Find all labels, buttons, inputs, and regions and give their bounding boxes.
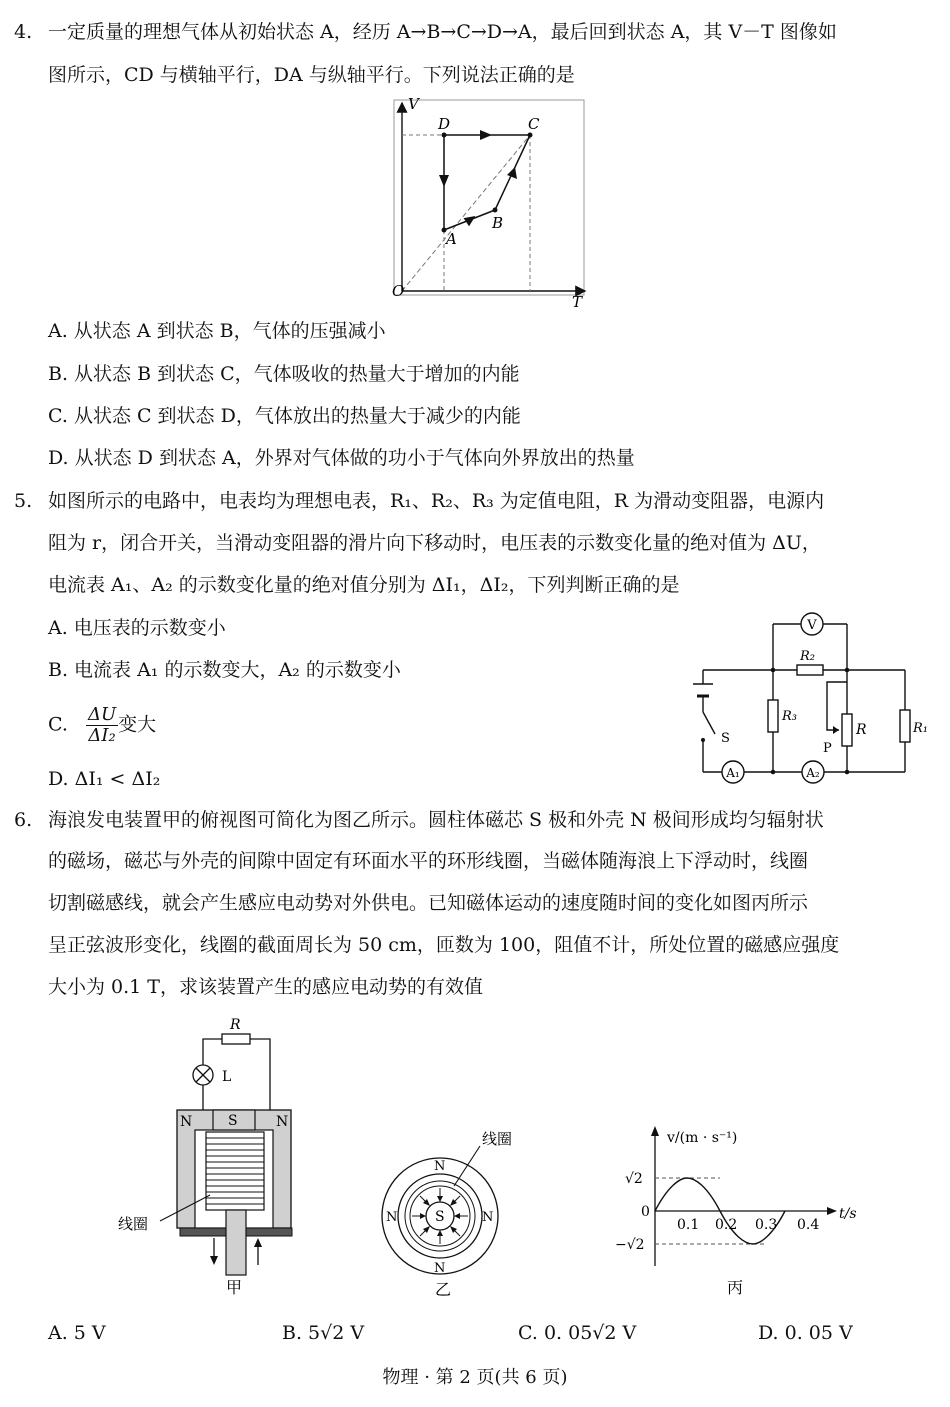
v-axis-arrow-icon: [651, 1126, 659, 1136]
pole-n-top: N: [434, 1159, 446, 1174]
arrow-up-icon: [254, 1238, 262, 1247]
resistor-label: R: [230, 1017, 241, 1033]
caption-jia: 甲: [226, 1278, 243, 1297]
origin-label-bing: 0: [641, 1204, 650, 1220]
pole-n-left-label: N: [180, 1114, 193, 1130]
lamp-label: L: [222, 1069, 232, 1085]
slider-label: P: [823, 741, 832, 756]
caption-bing: 丙: [727, 1278, 744, 1297]
r3-label: R₃: [782, 709, 797, 724]
label-d: D: [438, 115, 451, 133]
arrow-c-d-icon: [480, 130, 492, 140]
ammeter-a2-label: A₂: [806, 766, 820, 780]
label-b: B: [492, 214, 504, 232]
arrow-down-icon: [210, 1256, 218, 1265]
r1-label: R₁: [913, 721, 928, 736]
q4-stem-line2: 图所示，CD 与横轴平行，DA 与纵轴平行。下列说法正确的是: [48, 64, 575, 86]
q5-option-c-label: C.: [48, 713, 68, 736]
q4-option-b: B. 从状态 B 到状态 C，气体吸收的热量大于增加的内能: [48, 363, 520, 385]
q6-number: 6.: [14, 809, 33, 831]
q6-option-d: D. 0. 05 V: [758, 1322, 853, 1344]
pole-n-right: N: [482, 1210, 494, 1225]
tick-0-1: 0.1: [677, 1217, 700, 1233]
pole-n-right-label: N: [276, 1114, 289, 1130]
q5-circuit-diagram: [685, 612, 935, 792]
q5-option-c-tail: 变大: [118, 713, 157, 736]
coil-label: 线圈: [118, 1215, 149, 1233]
arrow-b-c-icon: [507, 167, 517, 179]
q6-option-c: C. 0. 05√2 V: [518, 1322, 637, 1344]
ammeter-a1-label: A₁: [726, 766, 740, 780]
q6-stem-line4: 呈正弦波形变化，线圈的截面周长为 50 cm，匝数为 100，阻值不计，所处位置的磁感应强度: [48, 934, 840, 956]
tick-0-3: 0.3: [755, 1217, 778, 1233]
xlabel-bing: t/s: [839, 1206, 857, 1222]
q4-option-d: D. 从状态 D 到状态 A，外界对气体做的功小于气体向外界放出的热量: [48, 447, 635, 469]
voltmeter-label: V: [807, 618, 817, 633]
label-v: V: [408, 95, 419, 113]
coil-label-yi: 线圈: [482, 1130, 513, 1148]
switch-label: S: [721, 731, 730, 746]
y-neg-label: −√2: [615, 1237, 645, 1253]
q4-stem-line1: 一定质量的理想气体从初始状态 A，经历 A→B→C→D→A，最后回到状态 A，其 V－T 图像如: [48, 21, 837, 43]
q4-number: 4.: [14, 21, 33, 43]
q6-figure-bing: [605, 1118, 865, 1303]
q5-option-b: B. 电流表 A₁ 的示数变大，A₂ 的示数变小: [48, 659, 401, 681]
label-t: T: [572, 293, 583, 311]
label-origin: O: [392, 282, 405, 300]
q4-vt-graph: [380, 95, 600, 311]
q5-stem-line3: 电流表 A₁、A₂ 的示数变化量的绝对值分别为 ΔI₁，ΔI₂，下列判断正确的是: [48, 574, 680, 596]
q6-option-a: A. 5 V: [48, 1322, 106, 1344]
slider-arrow-icon: [833, 726, 839, 734]
q5-stem-line1: 如图所示的电路中，电表均为理想电表，R₁、R₂、R₃ 为定值电阻，R 为滑动变阻器，电源内: [48, 490, 825, 512]
core-shaft: [226, 1210, 246, 1275]
resistor-icon: [222, 1034, 250, 1044]
pole-n-bottom: N: [434, 1261, 446, 1276]
q5-option-c: [48, 705, 156, 746]
q5-stem-line2: 阻为 r，闭合开关，当滑动变阻器的滑片向下移动时，电压表的示数变化量的绝对值为 ΔU，: [48, 532, 821, 554]
t-axis-arrow-icon: [827, 1207, 837, 1215]
y-pos-label: √2: [625, 1171, 643, 1187]
tick-0-2: 0.2: [715, 1217, 738, 1233]
pole-n-left: N: [386, 1210, 398, 1225]
q6-stem-line3: 切割磁感线，就会产生感应电动势对外供电。已知磁体运动的速度随时间的变化如图丙所示: [48, 892, 809, 914]
core-s-label: S: [435, 1209, 445, 1225]
q6-stem-line1: 海浪发电装置甲的俯视图可简化为图乙所示。圆柱体磁芯 S 极和外壳 N 极间形成均匀辐射状: [48, 809, 824, 831]
q6-stem-line2: 的磁场，磁芯与外壳的间隙中固定有环面水平的环形线圈，当磁体随海浪上下浮动时，线圈: [48, 850, 809, 872]
dash-origin-line: [402, 135, 530, 291]
r-label: R: [856, 722, 867, 738]
pole-s-label: S: [228, 1113, 238, 1129]
q5-option-d: D. ΔI₁ < ΔI₂: [48, 768, 161, 790]
fraction-denominator: ΔI₂: [88, 725, 116, 746]
q5-number: 5.: [14, 490, 33, 512]
ylabel-bing: v/(m · s⁻¹): [667, 1130, 738, 1146]
tick-0-4: 0.4: [797, 1217, 820, 1233]
q6-figure-yi: [370, 1120, 540, 1300]
q5-option-a: A. 电压表的示数变小: [48, 617, 226, 639]
q6-option-b: B. 5√2 V: [282, 1322, 365, 1344]
arrow-d-a-icon: [439, 175, 449, 187]
label-a: A: [446, 230, 457, 248]
q5-option-c-fraction: [86, 705, 118, 746]
q4-option-c: C. 从状态 C 到状态 D，气体放出的热量大于减少的内能: [48, 405, 521, 427]
q4-option-a: A. 从状态 A 到状态 B，气体的压强减小: [48, 320, 386, 342]
r2-label: R₂: [800, 649, 815, 664]
caption-yi: 乙: [435, 1280, 452, 1299]
page-footer: 物理 · 第 2 页(共 6 页): [382, 1367, 568, 1388]
q6-figure-jia: [110, 1015, 310, 1300]
q6-stem-line5: 大小为 0.1 T，求该装置产生的感应电动势的有效值: [48, 976, 483, 998]
label-c: C: [528, 115, 540, 133]
fraction-numerator: ΔU: [87, 704, 117, 725]
